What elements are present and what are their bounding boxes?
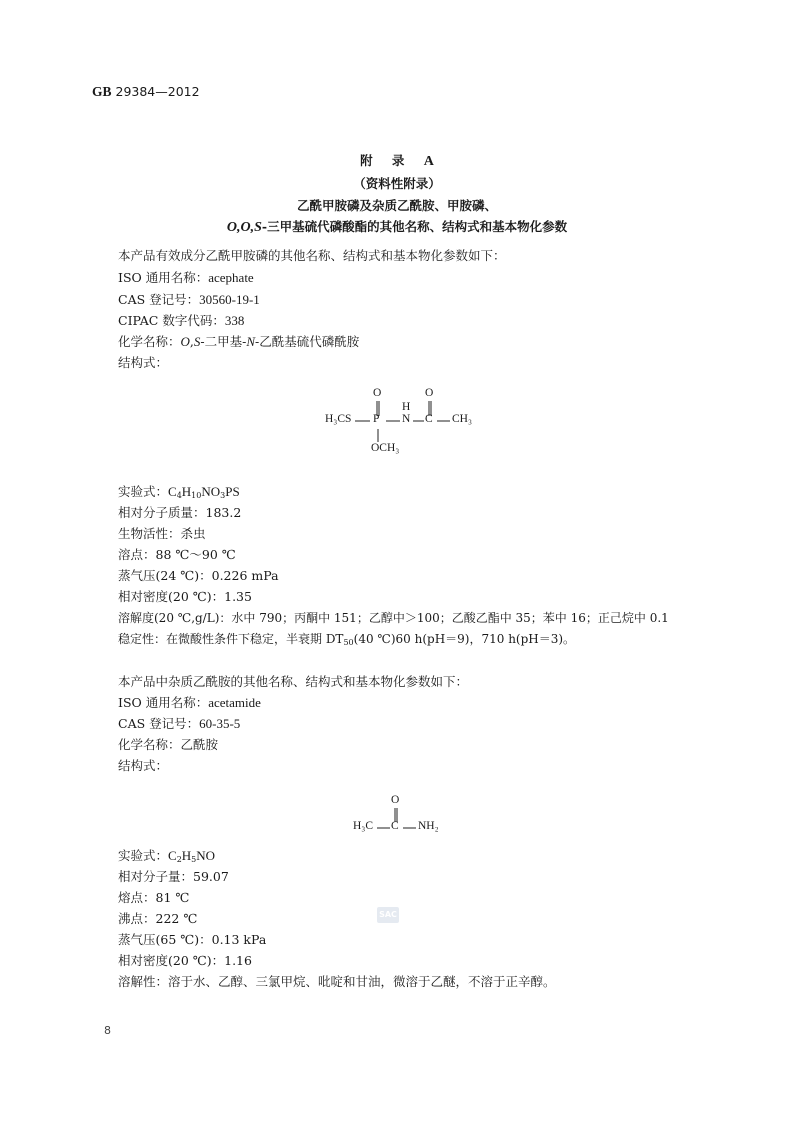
- label: 相对密度(20 ℃)：: [118, 953, 225, 968]
- acetamide-melting-point: [118, 890, 189, 906]
- value: 338: [224, 313, 245, 328]
- hydrogen-n: H: [402, 401, 411, 413]
- mid: -二甲基-: [200, 334, 247, 349]
- stability-rest: (40 ℃)60 h(pH＝9)，710 h(pH＝3)。: [353, 632, 576, 646]
- acetamide-molecular-weight: [118, 869, 229, 885]
- acephate-bioactivity: [118, 526, 206, 542]
- standard-prefix: GB: [92, 84, 112, 99]
- acetamide-structure-diagram: [350, 793, 460, 838]
- f: C: [168, 848, 177, 863]
- nitrogen: N: [402, 413, 411, 425]
- annex-letter: A: [423, 154, 434, 169]
- acephate-density: [118, 589, 252, 605]
- f-sub: 2: [176, 855, 182, 864]
- value: 0.13 kPa: [211, 932, 267, 947]
- acephate-chemical-name: [118, 334, 359, 350]
- label: CAS 登记号：: [118, 716, 200, 731]
- annex-heading: [0, 151, 794, 170]
- value: 1.16: [224, 953, 252, 968]
- value: 1.35: [224, 589, 252, 604]
- h3cs-group: H₃CS: [325, 413, 352, 425]
- acephate-melting-point: [118, 547, 236, 563]
- label: 溶点：: [118, 547, 156, 562]
- acetamide-density: [118, 953, 252, 969]
- h3c-group: H₃C: [353, 820, 373, 832]
- label: 溶解性：: [118, 974, 169, 989]
- standard-number-header: [92, 84, 200, 100]
- acephate-intro: 本产品有效成分乙酰甲胺磷的其他名称、结构式和基本物化参数如下：: [118, 248, 506, 263]
- nh2-group: NH₂: [418, 820, 439, 832]
- label: CAS 登记号：: [118, 292, 200, 307]
- page-number: 8: [104, 1024, 111, 1037]
- value: 59.07: [193, 869, 229, 884]
- f: PS: [225, 484, 240, 499]
- acephate-structure-label: 结构式：: [118, 355, 169, 370]
- acephate-structure-diagram: [320, 385, 490, 460]
- acephate-iso-name: [118, 270, 254, 286]
- f: H: [181, 484, 192, 499]
- label: 熔点：: [118, 890, 156, 905]
- f-sub: 4: [176, 491, 182, 500]
- ch3-group: CH₃: [452, 413, 472, 425]
- italic-s: S: [193, 334, 201, 349]
- value: 222 ℃: [155, 911, 198, 926]
- annex-title-line2: [0, 217, 794, 236]
- acetamide-iso-name: [118, 695, 261, 711]
- f: H: [181, 848, 192, 863]
- acephate-solubility: 溶解度(20 ℃,g/L)：水中 790；丙酮中 151；乙醇中＞100；乙酸乙酯中 35；苯中 16；正己烷中 0.1: [118, 611, 669, 625]
- value: 杀虫: [180, 526, 206, 541]
- acetamide-structure-label: 结构式：: [118, 758, 169, 773]
- f: C: [168, 484, 177, 499]
- label: 生物活性：: [118, 526, 181, 541]
- och3-group: OCH₃: [371, 442, 400, 454]
- value: 183.2: [205, 505, 242, 520]
- f-sub: 5: [191, 855, 197, 864]
- oxygen-c: O: [425, 387, 434, 399]
- value: 0.226 mPa: [211, 568, 279, 583]
- value: acephate: [208, 270, 254, 285]
- standard-number: 29384—2012: [115, 84, 200, 99]
- value: 60-35-5: [199, 716, 241, 731]
- carbonyl-carbon: C: [391, 820, 399, 832]
- label: 化学名称：: [118, 737, 181, 752]
- f-sub: 3: [220, 491, 226, 500]
- sep: ,: [189, 334, 194, 349]
- oxygen: O: [391, 794, 400, 806]
- annex-title-italic: O,O,S: [226, 220, 262, 235]
- f: NO: [201, 484, 221, 499]
- acephate-molecular-weight: [118, 505, 241, 521]
- acephate-cas: [118, 292, 260, 308]
- stability-sub: 50: [343, 638, 354, 647]
- label: CIPAC 数字代码：: [118, 313, 225, 328]
- italic-n: N: [246, 334, 256, 349]
- acetamide-cas: [118, 716, 240, 732]
- acephate-stability: [118, 631, 575, 651]
- annex-label: 附 录: [360, 153, 412, 168]
- value: 30560-19-1: [199, 292, 260, 307]
- end: -乙酰基硫代磷酰胺: [255, 334, 360, 349]
- stability-text: 稳定性：在微酸性条件下稳定，半衰期 DT: [118, 632, 344, 646]
- label: 蒸气压(65 ℃)：: [118, 932, 212, 947]
- annex-title-line1: 乙酰甲胺磷及杂质乙酰胺、甲胺磷、: [296, 198, 497, 213]
- f-sub: 10: [191, 491, 202, 500]
- label: 蒸气压(24 ℃)：: [118, 568, 212, 583]
- label: ISO 通用名称：: [118, 695, 209, 710]
- carbonyl-carbon: C: [425, 413, 433, 425]
- acetamide-vapor-pressure: [118, 932, 266, 948]
- label: 相对分子量：: [118, 869, 194, 884]
- value: acetamide: [208, 695, 261, 710]
- label: 沸点：: [118, 911, 156, 926]
- label: 实验式：: [118, 848, 169, 863]
- acephate-cipac: [118, 313, 244, 329]
- sac-watermark-logo: SAC: [377, 907, 399, 923]
- acephate-vapor-pressure: [118, 568, 279, 584]
- value: 81 ℃: [155, 890, 190, 905]
- acetamide-formula: [118, 848, 215, 868]
- value: 乙酰胺: [180, 737, 219, 752]
- label: 相对密度(20 ℃)：: [118, 589, 225, 604]
- label: 实验式：: [118, 484, 169, 499]
- acephate-formula: [118, 484, 240, 504]
- annex-type: （资料性附录）: [353, 176, 441, 191]
- acetamide-solubility: [118, 974, 556, 990]
- label: ISO 通用名称：: [118, 270, 209, 285]
- label: 化学名称：: [118, 334, 181, 349]
- italic-o: O: [180, 334, 190, 349]
- oxygen-p: O: [373, 387, 382, 399]
- acetamide-intro: 本产品中杂质乙酰胺的其他名称、结构式和基本物化参数如下：: [118, 674, 469, 689]
- phosphorus: P: [373, 413, 380, 425]
- acetamide-boiling-point: [118, 911, 197, 927]
- acetamide-chemical-name: [118, 737, 218, 753]
- label: 相对分子质量：: [118, 505, 206, 520]
- annex-title-rest: -三甲基硫代磷酸酯的其他名称、结构式和基本物化参数: [261, 219, 568, 234]
- value: 88 ℃～90 ℃: [155, 547, 236, 562]
- f: NO: [196, 848, 216, 863]
- value: 溶于水、乙醇、三氯甲烷、吡啶和甘油，微溶于乙醚，不溶于正辛醇。: [168, 974, 556, 989]
